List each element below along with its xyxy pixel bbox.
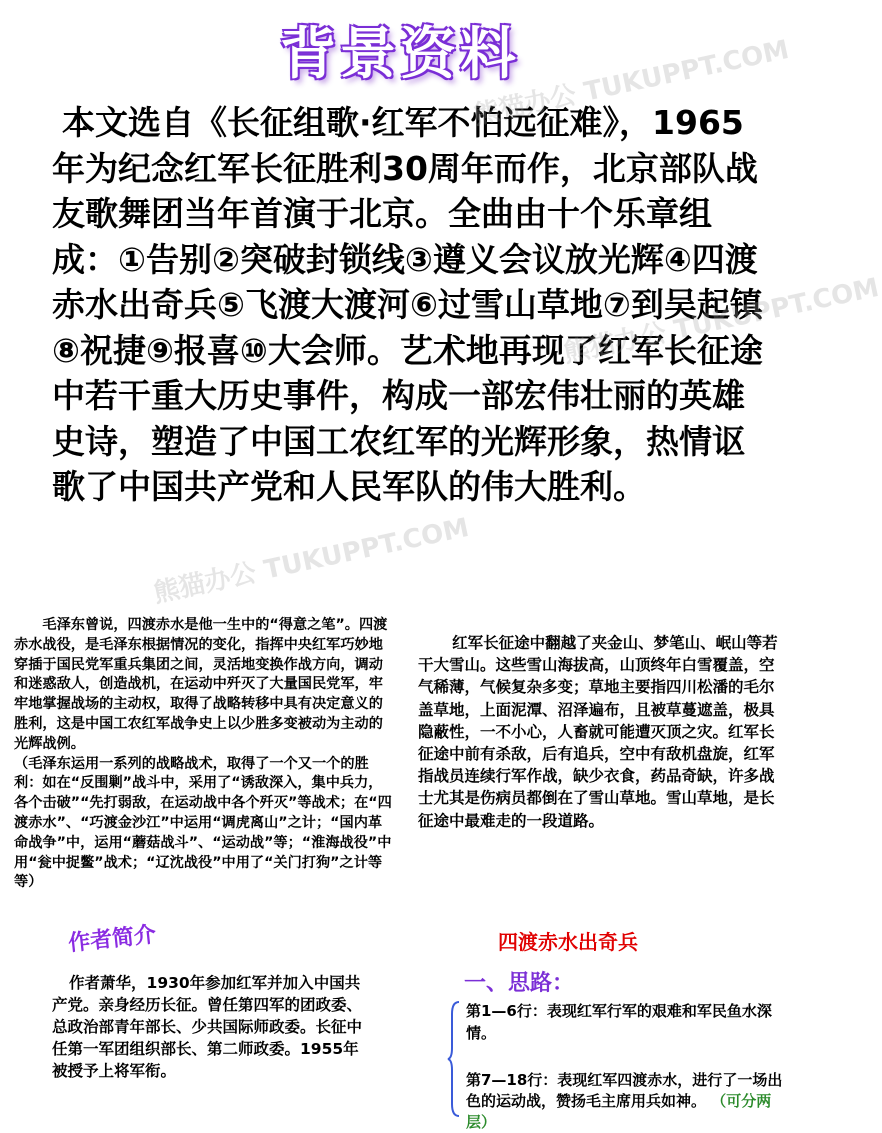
brace-icon — [448, 1000, 460, 1118]
watermark: 熊猫办公 TUKUPPT.COM — [470, 34, 792, 132]
strategy-paragraph: （毛泽东运用一系列的战略战术，取得了一个又一个的胜利：如在“反围剿”战斗中，采用了“诱敌深入，集中兵力，各个击破”“先打弱敌，在运动战中各个歼灭”等战术；在“四渡赤水”、“巧渡金沙江”中运用“调虎离山”之计；“国内革命战争”中，运用“蘑菇战斗”、“运动战”等；“淮海战役”中用“瓮中捉鳖”战术；“辽沈战役”中用了“关门打狗”之计等等） — [14, 755, 392, 891]
section-heading: 四渡赤水出奇兵 — [498, 930, 638, 954]
thought-heading: 一、思路： — [464, 971, 575, 996]
snow-mountain-note: 红军长征途中翻越了夹金山、梦笔山、岷山等若干大雪山。这些雪山海拔高，山顶终年白雪覆盖，空气稀薄，气候复杂多变；草地主要指四川松潘的毛尔盖草地，上面泥潭、沼泽遍布，且被草蔓遮盖，极具隐蔽性，一不小心，人畜就可能遭灭顶之灾。红军长征途中前有杀敌，后有追兵，空中有敌机盘旋，红军指战员连续行军作战，缺少衣食，药品奇缺，许多战士尤其是伤病员都倒在了雪山草地。雪山草地，是长征途中最难走的一段道路。 — [418, 632, 780, 862]
author-heading: 作者简介 — [67, 921, 158, 957]
outline-line-2 — [466, 1070, 786, 1133]
page-title: 背景资料 — [280, 21, 520, 87]
four-crossings-note — [14, 616, 396, 914]
outline-line-2-text: 第7—18行：表现红军四渡赤水，进行了一场出色的运动战，赞扬毛主席用兵如神。 — [466, 1071, 783, 1110]
watermark: 熊猫办公 TUKUPPT.COM — [560, 272, 882, 370]
intro-paragraph: 本文选自《长征组歌·红军不怕远征难》，1965年为纪念红军长征胜利30周年而作，北京部队战友歌舞团当年首演于北京。全曲由十个乐章组成：①告别②突破封锁线③遵义会议放光辉④四渡赤水出奇兵⑤飞渡大渡河⑥过雪山草地⑦到吴起镇⑧祝捷⑨报喜⑩大会师。艺术地再现了红军长征途中若干重大历史事件，构成一部宏伟壮丽的英雄史诗，塑造了中国工农红军的光辉形象，热情讴歌了中国共产党和人民军队的伟大胜利。 — [52, 103, 763, 506]
four-crossings-paragraph: 毛泽东曾说，四渡赤水是他一生中的“得意之笔”。四渡赤水战役，是毛泽东根据情况的变化，指挥中央红军巧妙地穿插于国民党军重兵集团之间，灵活地变换作战方向，调动和迷惑敌人，创造战机，在运动中歼灭了大量国民党军，牢牢地掌握战场的主动权，取得了战略转移中具有决定意义的胜利，这是中国工农红军战争史上以少胜多变被动为主动的光辉战例。 — [14, 617, 388, 752]
outline-note: （可分两层） — [466, 1092, 772, 1131]
author-bio: 作者萧华，1930年参加红军并加入中国共产党。亲身经历长征。曾任第四军的团政委、总政治部青年部长、少共国际师政委。长征中任第一军团组织部长、第二师政委。1955年被授予上将军衔。 — [52, 974, 363, 1080]
outline-line-1: 第1—6行：表现红军行军的艰难和军民鱼水深情。 — [466, 1002, 772, 1042]
watermark: 熊猫办公 TUKUPPT.COM — [150, 512, 472, 610]
